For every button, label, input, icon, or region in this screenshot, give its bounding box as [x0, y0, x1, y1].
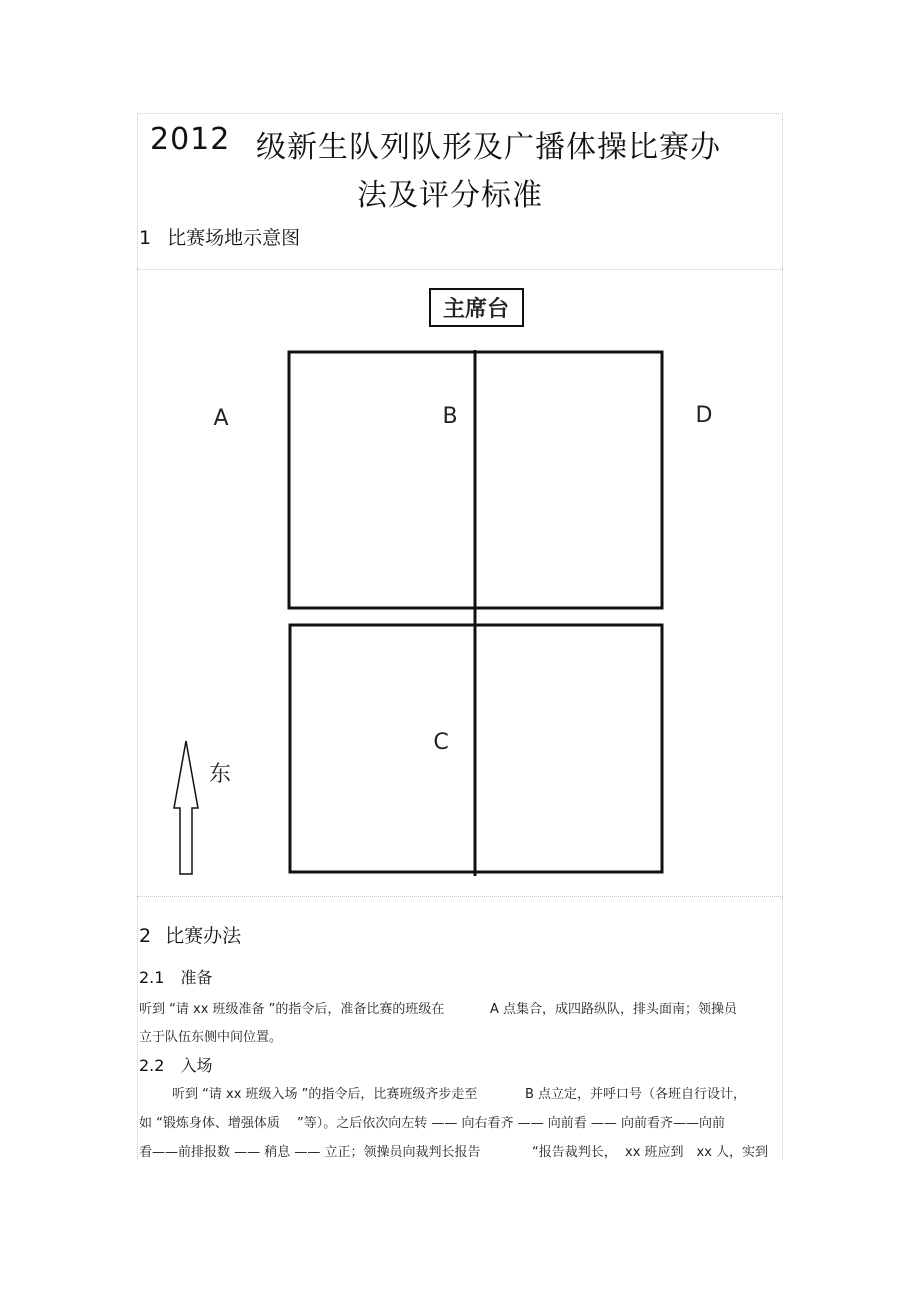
section-2-1-line-1a: 听到 “请 xx 班级准备 ”的指令后，准备比赛的班级在: [139, 1002, 445, 1017]
point-a-label: A: [213, 406, 229, 431]
section-2-1-heading: [139, 965, 212, 988]
section-2-1-title: 准备: [180, 968, 213, 987]
section-2-2-line-2: 如 “锻炼身体、增强体质 ”等）。之后依次向左转 —— 向右看齐 —— 向前看 —— 向前看齐——向前: [139, 1116, 726, 1131]
section-2-2-heading: [139, 1053, 212, 1076]
section-2-2-line-1a: 听到 “请 xx 班级入场 ”的指令后，比赛班级齐步走至: [172, 1087, 478, 1102]
point-c-label: C: [433, 730, 449, 755]
section-1-title: 比赛场地示意图: [167, 227, 301, 249]
section-2-2-number: 2.2: [139, 1056, 165, 1075]
section-2-2-title: 入场: [180, 1056, 213, 1075]
section-2-1-line-2: 立于队伍东侧中间位置。: [139, 1030, 283, 1045]
section-2-2-line-3b: “报告裁判长，: [532, 1145, 617, 1160]
section-2-2-line-1b: B 点立定，并呼口号（各班自行设计，: [525, 1087, 747, 1102]
north-arrow-icon: [174, 741, 198, 874]
title-line-1: 级新生队列队形及广播体操比赛办: [256, 130, 721, 165]
stand-label: 主席台: [442, 297, 510, 322]
section-2-1-number: 2.1: [139, 968, 165, 987]
section-2-number: 2: [139, 925, 152, 947]
direction-label: 东: [208, 762, 232, 787]
section-2-2-line-3a: 看——前排报数 —— 稍息 —— 立正；领操员向裁判长报告: [139, 1145, 481, 1160]
section-1-number: 1: [139, 227, 152, 249]
title-line-2: 法及评分标准: [357, 178, 543, 213]
section-2-2-line-3c: xx 班应到 xx 人，实到: [625, 1145, 769, 1160]
section-2-heading: [139, 921, 241, 948]
point-b-label: B: [442, 404, 458, 429]
section-2-title: 比赛办法: [165, 925, 242, 947]
point-d-label: D: [695, 403, 713, 428]
section-2-1-line-1b: A 点集合，成四路纵队，排头面南；领操员: [490, 1002, 738, 1017]
title-year: 2012: [150, 122, 231, 157]
